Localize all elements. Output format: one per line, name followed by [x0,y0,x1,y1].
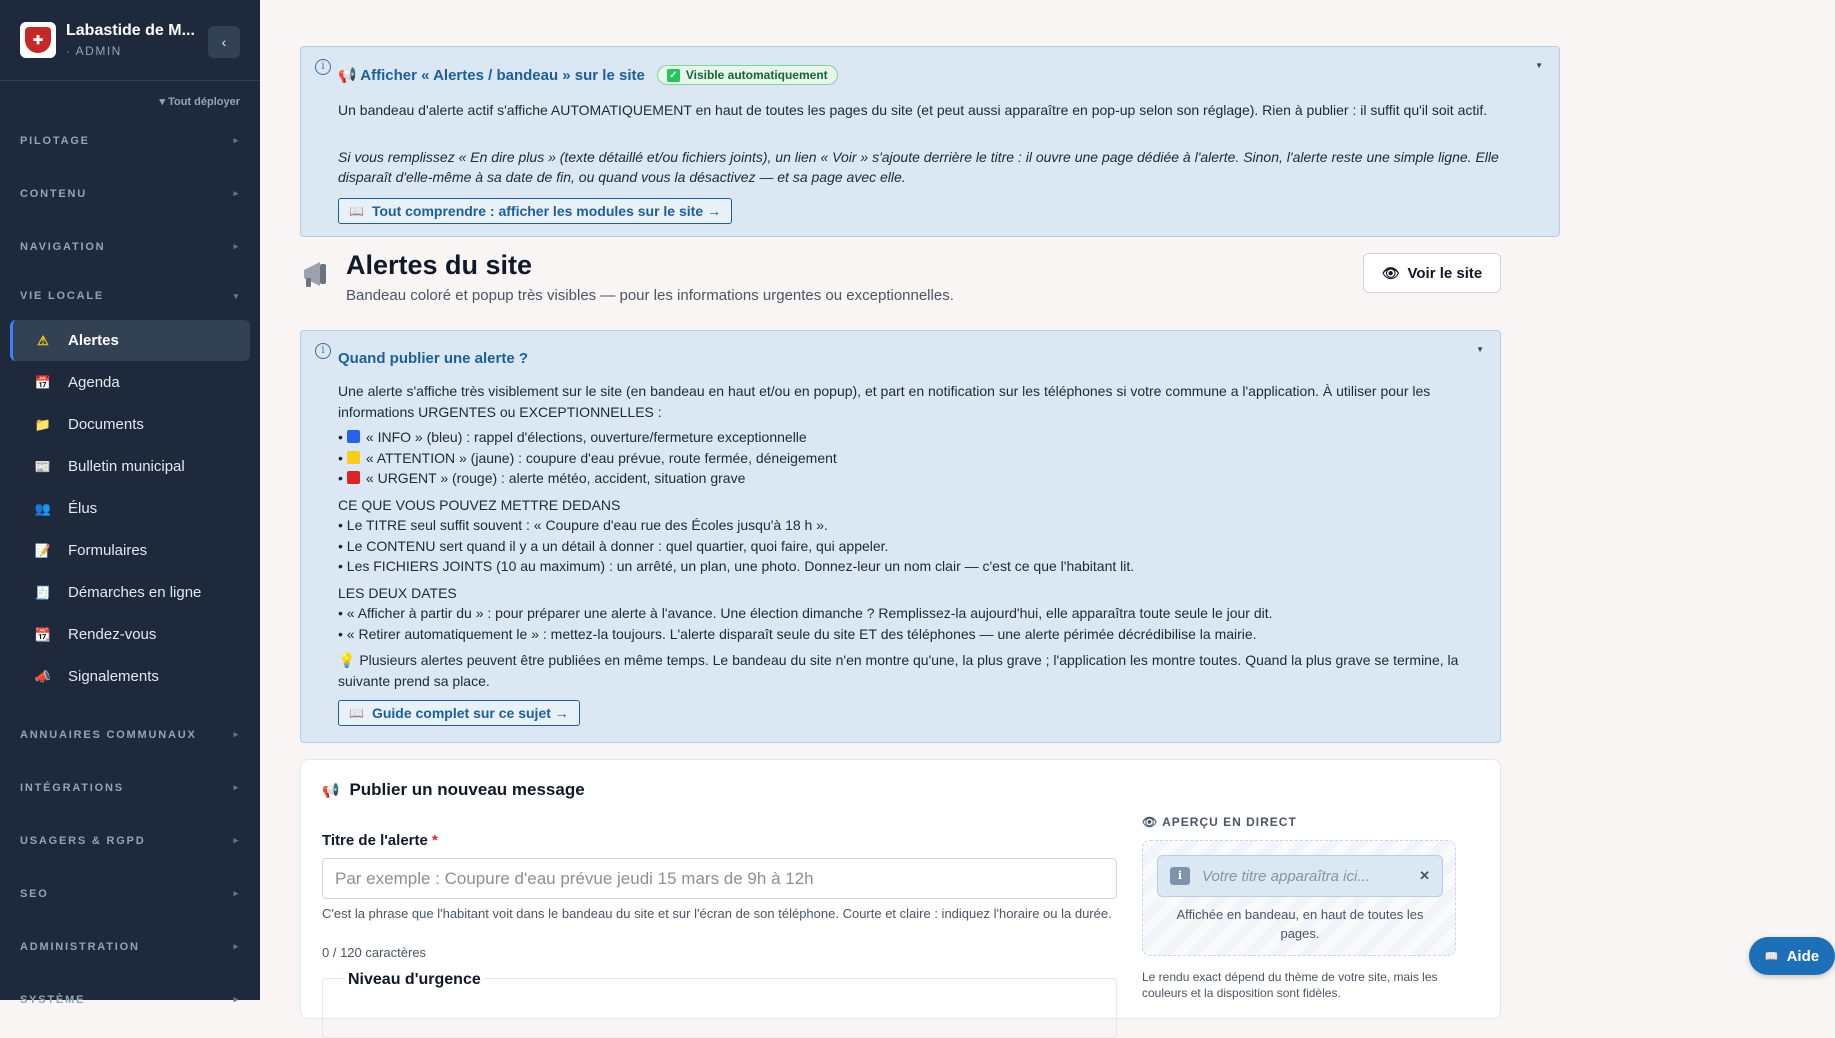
chevron-right-icon: ▸ [233,188,240,198]
title-hint: C'est la phrase que l'habitant voit dans le bandeau du site et sur l'écran de son téléphone. Courte et claire : indiquez l'horaire ou la durée. [322,906,1112,921]
link-label: Tout comprendre : afficher les modules sur le site → [371,203,721,219]
chevron-right-icon: ▸ [233,888,240,898]
sidebar-item-label: Formulaires [68,542,148,559]
notice-paragraph: Un bandeau d'alerte actif s'affiche AUTOMATIQUEMENT en haut de toutes les pages du site (et peut aussi apparaître en pop-up selon son réglage). Rien à publier : il suffit qu'il soit actif. [338,102,1488,118]
megaphone-icon [300,256,336,292]
dates-item: • « Retirer automatiquement le » : mettez-la toujours. L'alerte disparaît seule du site ET des téléphones — une alerte périmée décrédibilise la mairie. [338,625,1257,642]
card-title [322,780,585,800]
preview-banner [1157,855,1443,897]
expand-all-label: Tout déployer [168,96,240,108]
sidebar-item-label: Rendez-vous [68,626,157,643]
info-icon: i [315,59,331,75]
sidebar-item-label: Documents [68,416,144,433]
sidebar-item-elus[interactable] [10,488,250,529]
help-notice [300,330,1501,743]
label-text: Titre de l'alerte [322,832,428,849]
view-site-button[interactable] [1363,253,1501,293]
full-guide-link[interactable] [338,700,580,726]
chevron-right-icon: ▸ [233,835,240,845]
urgency-label: Niveau d'urgence [345,971,484,989]
help-tip: 💡 Plusieurs alertes peuvent être publiées en même temps. Le bandeau du site n'en montre qu'une, la plus grave ; l'application les montre toutes. Quand la plus grave se termine, la suivante prend sa place. [338,652,1459,689]
commune-logo: ✚ [20,22,56,58]
dates-title: LES DEUX DATES [338,584,457,601]
live-preview-label: 👁 APERÇU EN DIRECT [1142,815,1297,829]
level-text: « URGENT » (rouge) : alerte météo, accident, situation grave [365,470,746,486]
content-item: • Les FICHIERS JOINTS (10 au maximum) : un arrêté, un plan, une photo. Donnez-leur un nom clair — c'est ce que l'habitant lit. [338,558,1135,574]
brand [0,0,260,81]
main-content [260,0,1820,1000]
site-name: Labastide de M... [66,22,195,39]
sidebar-item-label: Bulletin municipal [68,458,185,475]
expand-all-link[interactable]: ▾ Tout déployer [159,96,240,108]
help-title: Quand publier une alerte ? [338,350,529,367]
live-preview [1142,840,1456,956]
section-label: ADMINISTRATION [20,940,140,953]
content-item: • Le TITRE seul suffit souvent : « Coupure d'eau rue des Écoles jusqu'à 18 h ». [338,517,828,533]
sidebar-section-systeme[interactable] [0,973,260,1026]
section-label: VIE LOCALE [20,290,105,302]
sidebar-section-navigation[interactable] [0,220,260,273]
help-button-label: Aide [1786,947,1820,965]
level-text: « INFO » (bleu) : rappel d'élections, ouverture/fermeture exceptionnelle [365,429,807,445]
publish-card [300,759,1501,1019]
content-title: CE QUE VOUS POUVEZ METTRE DEDANS [338,496,621,513]
preview-title: Votre titre apparaîtra ici... [1202,867,1370,885]
collapse-notice-button[interactable]: ▼ [1535,61,1543,70]
calendar-icon: 📅 [34,374,52,390]
link-label: Guide complet sur ce sujet → [371,705,569,721]
button-label: Voir le site [1407,264,1483,282]
level-info: • « INFO » (bleu) : rappel d'élections, ouverture/fermeture exceptionnelle [338,429,807,445]
info-icon: i [315,343,331,359]
chevron-down-icon: ▾ [233,290,240,301]
sidebar-item-label: Alertes [68,332,119,349]
sidebar-item-bulletin[interactable] [10,446,250,487]
notice-title-row [338,65,838,85]
sidebar-item-rendez-vous[interactable] [10,614,250,655]
badge-label: Visible automatiquement [685,68,828,82]
section-label: INTÉGRATIONS [20,781,124,794]
check-icon: ✓ [667,69,680,82]
chevron-right-icon: ▸ [233,941,240,951]
notice-title: 📢 Afficher « Alertes / bandeau » sur le site [338,67,645,84]
preview-label-text: APERÇU EN DIRECT [1162,815,1297,829]
understand-modules-link[interactable] [338,198,732,224]
collapse-sidebar-button[interactable]: ‹ [208,26,240,58]
sidebar-item-label: Signalements [68,668,159,685]
sidebar-item-label: Démarches en ligne [68,584,202,601]
close-icon: ✕ [1419,868,1430,883]
sidebar-item-documents[interactable] [10,404,250,445]
page-subtitle: Bandeau coloré et popup très visibles — pour les informations urgentes ou exceptionnelles. [346,287,954,304]
help-intro: Une alerte s'affiche très visiblement sur le site (en bandeau en haut et/ou en popup), et part en notification sur les téléphones si votre commune a l'application. À utiliser pour les informations URGENTES ou EXCEPTIONNELLES : [338,383,1431,420]
sidebar-section-annuaires[interactable] [0,708,260,761]
section-label: PILOTAGE [20,134,90,147]
sidebar-item-agenda[interactable] [10,362,250,403]
section-label: USAGERS & RGPD [20,834,146,847]
sidebar-section-administration[interactable] [0,920,260,973]
calendar-icon: 📆 [34,626,52,642]
blue-square-icon [347,430,360,443]
preview-note: Le rendu exact dépend du thème de votre site, mais les couleurs et la disposition sont fidèles. [1142,970,1438,1000]
title-field-label [322,832,438,849]
level-text: « ATTENTION » (jaune) : coupure d'eau prévue, route fermée, déneigement [365,449,837,466]
chevron-right-icon: ▸ [233,135,240,145]
chevron-right-icon: ▸ [233,729,240,739]
sidebar-item-alertes[interactable] [10,320,250,361]
megaphone-icon: 📢 [322,781,340,798]
card-title-label: Publier un nouveau message [349,780,585,799]
section-label: CONTENU [20,187,87,200]
info-icon: i [1170,867,1190,885]
section-label: ANNUAIRES COMMUNAUX [20,728,197,741]
level-attention: • « ATTENTION » (jaune) : coupure d'eau prévue, route fermée, déneigement [338,449,837,466]
memo-icon: 📝 [34,542,52,558]
newspaper-icon: 📰 [34,458,52,474]
user-role: · ADMIN [66,44,122,58]
book-icon: 📖 [349,706,364,720]
sidebar-section-seo[interactable] [0,867,260,920]
notice-paragraph-italic: Si vous remplissez « En dire plus » (texte détaillé et/ou fichiers joints), un lien « Voir » s'ajoute derrière le titre : il ouvre une page dédiée à l'alerte. Sinon, l'alerte reste une simple ligne. Elle disparaît d'elle-même à sa date de fin, ou quand vous la désactivez — et sa page avec elle. [338,149,1499,185]
section-label: SYSTÈME [20,993,86,1006]
section-label: NAVIGATION [20,240,106,253]
char-counter: 0 / 120 caractères [322,945,427,960]
chevron-right-icon: ▸ [233,994,240,1004]
chevron-right-icon: ▸ [233,782,240,792]
display-module-notice [300,46,1560,237]
sidebar-item-label: Agenda [68,374,120,391]
sidebar-section-vie-locale[interactable] [0,273,260,319]
content-item: • Le CONTENU sert quand il y a un détail à donner : quel quartier, quoi faire, qui appeler. [338,537,889,554]
sidebar-section-integrations[interactable] [0,761,260,814]
alert-title-input[interactable] [322,858,1117,899]
sidebar-section-pilotage[interactable] [0,114,260,167]
receipt-icon: 🧾 [34,584,52,600]
sidebar-section-usagers[interactable] [0,814,260,867]
sidebar [0,0,260,1006]
collapse-help-button[interactable]: ▼ [1476,345,1484,354]
page-header [300,250,954,304]
sidebar-item-demarches[interactable] [10,572,250,613]
sidebar-item-label: Élus [68,500,98,517]
yellow-square-icon [347,451,360,464]
section-label: SEO [20,887,49,900]
level-urgent: • « URGENT » (rouge) : alerte météo, accident, situation grave [338,470,746,486]
book-icon: 📖 [349,204,364,218]
megaphone-icon: 📣 [34,668,52,684]
folder-icon: 📁 [34,416,52,432]
sidebar-item-formulaires[interactable] [10,530,250,571]
required-mark: * [432,832,438,849]
eye-icon: 👁 [1381,264,1400,281]
help-button[interactable] [1749,937,1835,975]
sidebar-section-contenu[interactable] [0,167,260,220]
chevron-right-icon: ▸ [233,241,240,251]
page-title: Alertes du site [346,250,533,280]
sidebar-item-signalements[interactable] [10,656,250,697]
book-icon: 📖 [1764,950,1779,963]
preview-caption: Affichée en bandeau, en haut de toutes les pages. [1176,907,1424,941]
red-square-icon [347,471,360,484]
visible-badge [657,65,838,85]
help-body [338,381,1473,691]
people-icon: 👥 [34,500,52,516]
warning-icon: ⚠ [37,332,49,348]
dates-item: • « Afficher à partir du » : pour préparer une alerte à l'avance. Une élection dimanche ? Remplissez-la aujourd'hui, elle apparaîtra toute seule le jour dit. [338,605,1273,621]
